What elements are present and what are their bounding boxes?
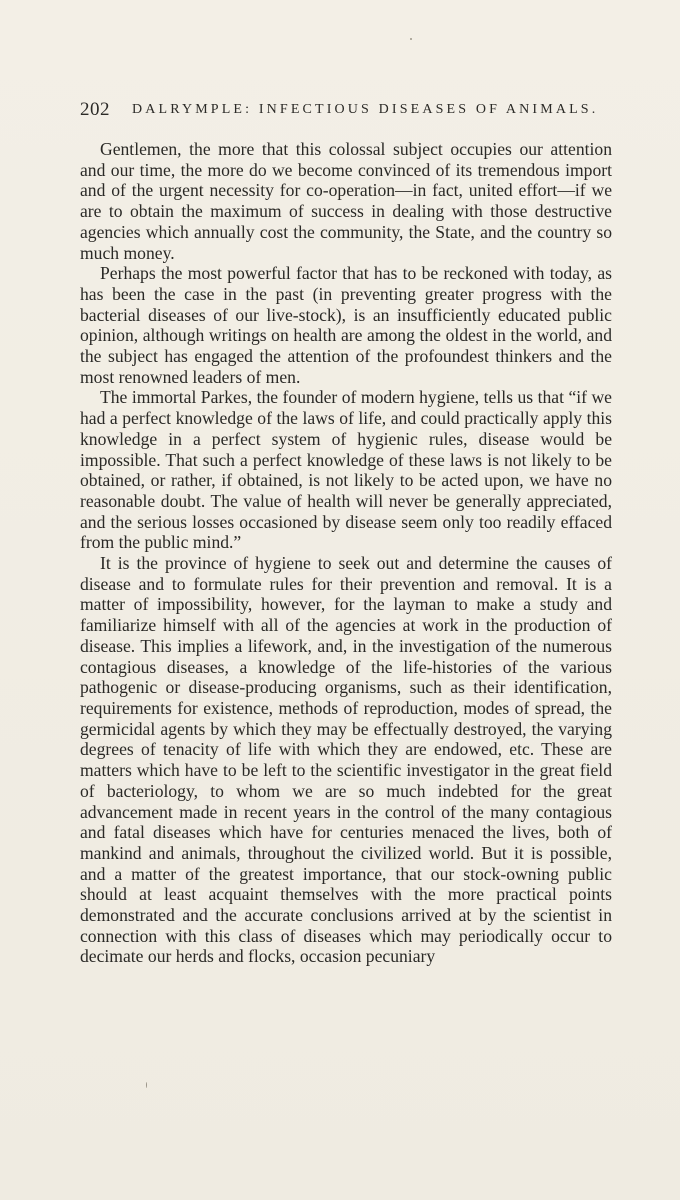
- page-header: [80, 99, 616, 125]
- body-text: [80, 139, 612, 967]
- paragraph-4: It is the province of hygiene to seek out and determine the causes of disease and to formulate rules for their prevention and removal. It is a matter of impossibility, however, for the layman to make a study and familiarize himself with all of the agencies at work in the production of disease. This implies a lifework, and, in the investigation of the numerous contagious diseases, a knowledge of the life-histories of the various pathogenic or disease-producing organisms, such as their identification, requirements for existence, methods of reproduction, modes of spread, the germicidal agents by which they may be effectually destroyed, the varying degrees of tenacity of life with which they are endowed, etc. These are matters which have to be left to the scientific investigator in the great field of bacteriology, to whom we are so much indebted for the great advancement made in recent years in the control of the many contagious and fatal diseases which have for centuries menaced the lives, both of mankind and animals, throughout the civilized world. But it is possible, and a matter of the greatest importance, that our stock-owning public should at least acquaint themselves with the more practical points demonstrated and the accurate conclusions arrived at by the scientist in connection with this class of diseases which may periodically occur to decimate our herds and flocks, occasion pecuniary: [80, 553, 612, 967]
- paragraph-1: Gentlemen, the more that this colossal subject occupies our attention and our time, the more do we become convinced of its tremendous import and of the urgent necessity for co-operation—in fact, united effort—if we are to obtain the maximum of success in dealing with those destructive agencies which annually cost the community, the State, and the country so much money.: [80, 139, 612, 263]
- page-number: 202: [80, 99, 110, 120]
- running-head: DALRYMPLE: INFECTIOUS DISEASES OF ANIMALS.: [132, 102, 599, 117]
- paragraph-2: Perhaps the most powerful factor that has to be reckoned with today, as has been the case in the past (in preventing greater progress with the bacterial diseases of our live-stock), is an insufficiently educated public opinion, although writings on health are among the oldest in the world, and the subject has engaged the attention of the profoundest thinkers and the most renowned leaders of men.: [80, 263, 612, 387]
- paragraph-3: The immortal Parkes, the founder of modern hygiene, tells us that “if we had a perfect knowledge of the laws of life, and could practically apply this knowledge in a perfect system of hygienic rules, disease would be impossible. That such a perfect knowledge of these laws is not likely to be obtained, or rather, if obtained, is not likely to be acted upon, we have no reasonable doubt. The value of health will never be generally appreciated, and the serious losses occasioned by disease seem only too readily effaced from the public mind.”: [80, 387, 612, 553]
- paper-speck: [410, 38, 412, 40]
- paper-speck: [146, 1082, 147, 1088]
